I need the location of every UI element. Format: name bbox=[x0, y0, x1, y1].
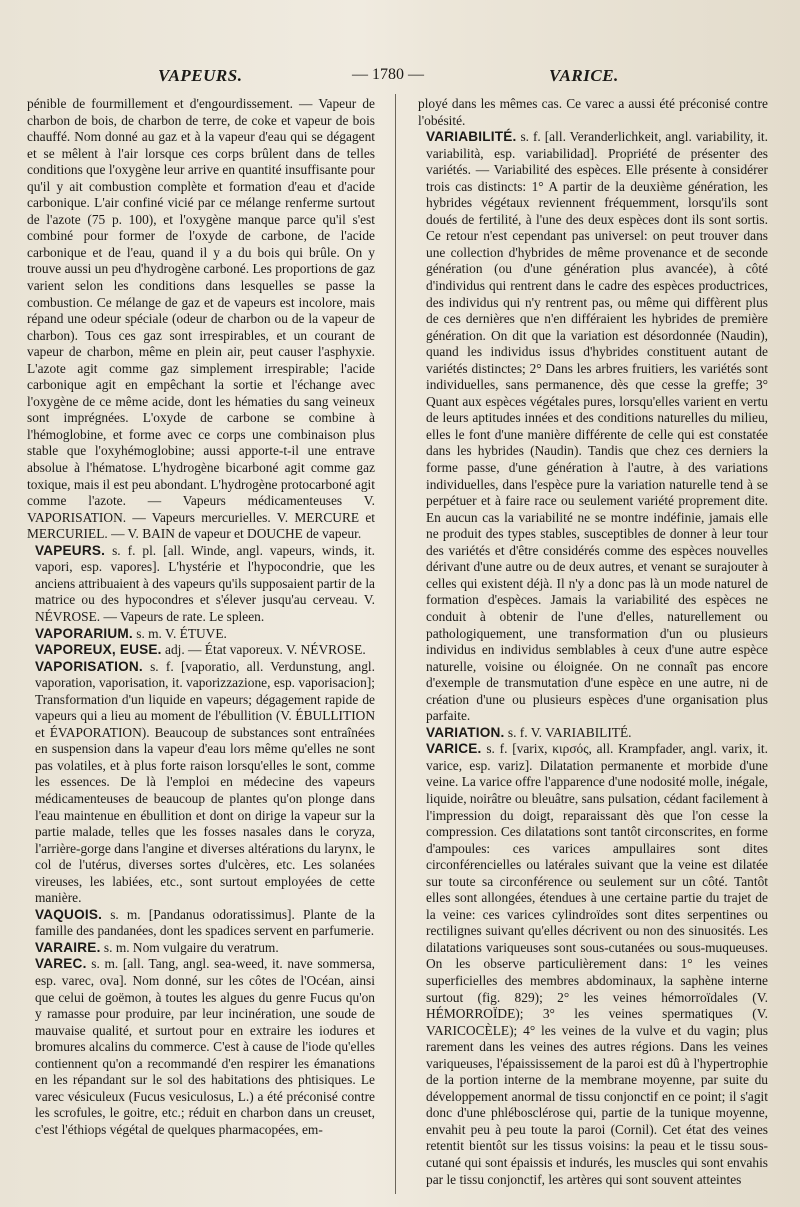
column-divider bbox=[395, 94, 396, 1194]
entry-variation: VARIATION. s. f. V. VARIABILITÉ. bbox=[426, 724, 632, 740]
headword: VAPORARIUM. bbox=[35, 625, 133, 641]
headword: VAREC. bbox=[35, 956, 87, 972]
headword: VAPOREUX, EUSE. bbox=[35, 642, 162, 658]
entry-varec: VAREC. s. m. [all. Tang, angl. sea-weed, it. nave sommersa, esp. varec, ova]. Nom donné, sur les côtes de l'Océan, ainsi que celui de goëmon, à toutes les algues du genre Fucus qu'on y ramasse pour produire, par leur incinération, une soude de mauvaise qualité, et surtout pour en extraire les iodures et bromures alcalins du commerce. C'est à cause de l'iode qu'elles contiennent qu'on a recommandé d'en respirer les émanations en les répandant sur le sol des habitations des phtisiques. Le varec vésiculeux (Fucus vesiculosus, L.) a été préconisé contre les scrofules, le goitre, etc.; réduit en charbon dans un creuset, c'est l'éthiops végétal de quelques pharmacopées, em- bbox=[35, 956, 375, 1137]
entry-varice: VARICE. s. f. [varix, κιρσός, all. Krampfader, angl. varix, it. varice, esp. variz]. Dilatation permanente et morbide d'une veine. La varice offre l'apparence d'une nodosité molle, inégale, liquide, noirâtre ou bleuâtre, sans pulsation, cédant facilement à l'impression du doigt, reparaissant dès que l'on cesse la compression. Ces dilatations sont tantôt circonscrites, en forme d'ampoules: ces varices ampullaires sont dites circonférencielles ou latérales suivant que la veine est dilatée sur toute sa circonférence ou seulement sur un côté. Tantôt elles sont allongées, étendues à une certaine partie du trajet de la veine: ces varices cylindroïdes sont dites serpentines ou rectilignes suivant qu'elles décrivent ou non des sinuosités. Les dilatations variqueuses sont sous-cutanées ou sous-muqueuses. On les observe particulièrement dans: 1° les veines superficielles des membres abdominaux, la saphène interne surtout (fig. 829); 2° les veines hémorroïdales (V. HÉMORROÏDE); 3° les veines spermatiques (V. VARICOCÈLE); 4° les veines de la vulve et du vagin; plus rarement dans les veines des autres régions. Dans les veines variqueuses, l'épaississement de la paroi est dû à l'hypertrophie de la portion interne de la membrane moyenne, par suite du développement anormal de tissu conjonctif en ce point; il s'agit donc d'une phlébosclérose qui, partie de la tunique moyenne, envahit peu à peu toute la paroi (Cornil). Cet état des veines retentit bientôt sur les tissus voisins: la peau et le tissu sous-cutané qui sont épaissis et indurés, les muscles qui sont envahis par le tissu conjonctif, les artères qui sont souvent atteintes bbox=[426, 741, 768, 1187]
headword: VAQUOIS. bbox=[35, 906, 103, 922]
headword: VARICE. bbox=[426, 741, 482, 757]
header-left-word: VAPEURS. bbox=[158, 66, 243, 85]
entry-vapeurs: VAPEURS. s. f. pl. [all. Winde, angl. vapeurs, winds, it. vapori, esp. vapores]. L'hystérie et l'hypocondrie, que les anciens attribuaient à des vapeurs qu'ils supposaient partir de la matrice ou des hypocondres et s'élever jusqu'au cerveau. V. NÉVROSE. — Vapeurs de rate. Le spleen. bbox=[35, 542, 375, 624]
entry-vaquois: VAQUOIS. s. m. [Pandanus odoratissimus]. Plante de la famille des pandanées, dont les spadices servent en parfumerie. bbox=[35, 906, 375, 939]
entry-vaporarium: VAPORARIUM. s. m. V. ÉTUVE. bbox=[35, 625, 227, 641]
page-number: — 1780 — bbox=[352, 66, 424, 83]
headword: VAPEURS. bbox=[35, 542, 106, 558]
entry-vaporisation: VAPORISATION. s. f. [vaporatio, all. Verdunstung, angl. vaporation, vaporisation, it. vaporizzazione, esp. vaporisacion]; Transformation d'un liquide en vapeurs; dégagement rapide de vapeurs qui a lieu au moment de l'ébullition (V. ÉBULLITION et ÉVAPORATION). Beaucoup de substances sont entraînées en suspension dans la vapeur d'eau lors même qu'elles ne sont pas volatiles, et à plus forte raison lorsqu'elles le sont, comme les essences. De là l'emploi en médecine des vapeurs médicamenteuses de beaucoup de plantes qu'on plonge dans l'eau maintenue en ébullition et dont on dirige la vapeur sur la partie malade, telles que les fosses nasales dans le coryza, l'arrière-gorge dans l'angine et diverses altérations du larynx, le col de l'utérus, diverses sortes d'ulcères, etc. Les solanées vireuses, les labiées, etc., sont surtout employées de cette manière. bbox=[35, 658, 375, 906]
right-column bbox=[418, 96, 768, 1196]
entry-varaire: VARAIRE. s. m. Nom vulgaire du veratrum. bbox=[35, 939, 279, 955]
running-header bbox=[0, 62, 800, 92]
headword: VAPORISATION. bbox=[35, 658, 143, 674]
headword: VARIABILITÉ. bbox=[426, 129, 517, 145]
headword: VARIATION. bbox=[426, 724, 505, 740]
entry-variabilite: VARIABILITÉ. s. f. [all. Veranderlichkeit, angl. variability, it. variabilità, esp. variabilidad]. Propriété de présenter des variétés. — Variabilité des espèces. Elle présente à considérer trois cas distincts: 1° A partir de la deuxième génération, les hybrides végétaux reviennent fréquemment, lorsqu'ils sont doués de fertilité, à l'une des deux espèces dont ils sont sortis. Ce retour n'est cependant pas universel: on peut trouver dans une collection d'hybrides de même provenance et de seconde génération (ou d'une génération plus avancée), à côté d'individus qui rentrent dans le cadre des espèces productrices, des individus qui n'y rentrent pas, ou même qui diffèrent plus de ces dernières que n'en différaient les hybrides de première génération. On dit que la variation est désordonnée (Naudin), quand les individus issus d'hybrides constituent autant de variétés distinctes; 2° Dans les arbres fruitiers, les variétés sont individuelles, sans permanence, dès que cesse la greffe; 3° Quant aux espèces végétales pures, lorsqu'elles varient en vertu de leurs aptitudes innées et des conditions naturelles du milieu, elles le font d'une manière différente de celle qui est constatée dans les hybrides (Naudin). Tandis que chez ces derniers la forme passe, d'une génération à l'autre, à des variations individuelles, dans l'espèce pure la variation naturelle tend à se perpétuer et à faire race ou seulement variété proprement dite. En aucun cas la variabilité ne se montre indéfinie, jamais elle ne produit des types stables, susceptibles de donner à leur tour des variétés et d'être considérés comme des espèces nouvelles dérivant d'une autre ou de deux autres, et venant se surajouter à celles qui existent déjà. Il n'y a donc pas là un mode naturel de formation d'espèces. Jamais la variabilité des espèces ne conduit à obtenir de l'une d'elles, naturellement ou pathologiquement, une transformation d'un ou plusieurs individus en individus semblables à ceux d'une autre espèce naturelle, voisine ou éloignée. On ne connaît pas encore d'exemple de transmutation d'une espèce en une autre, ni de création d'une ou plusieurs espèces d'une organisation plus parfaite. bbox=[426, 129, 768, 724]
entry-varec-continued: ployé dans les mêmes cas. Ce varec a aussi été préconisé contre l'obésité. bbox=[418, 96, 768, 128]
entry-vaporeux: VAPOREUX, EUSE. adj. — État vaporeux. V. NÉVROSE. bbox=[35, 642, 366, 658]
header-right-word: VARICE. bbox=[549, 66, 619, 85]
headword: VARAIRE. bbox=[35, 939, 101, 955]
entry-vapeur-continued: pénible de fourmillement et d'engourdissement. — Vapeur de charbon de bois, de charbon de terre, de coke et vapeur de bois chauffé. Nom donné au gaz et à la vapeur d'eau qui se dégagent et se mêlent à l'air lorsque ces corps brûlent dans de telles conditions que l'oxygène leur arrive en quantité insuffisante pour qu'il y ait combustion complète et formation d'eau et d'acide carbonique. L'air confiné vicié par ce mélange renferme surtout de l'azote (75 p. 100), et l'oxygène manque parce qu'il s'est combiné pour former de l'oxyde de carbone, de l'acide carbonique et de l'eau, quand il y a du bois qui brûle. On y trouve aussi un peu d'hydrogène carboné. Les proportions de gaz varient selon les conditions dans lesquelles se passe la combustion. Ce mélange de gaz et de vapeurs est incolore, mais répand une odeur spéciale (odeur de charbon ou de la vapeur de charbon). Tous ces gaz sont irrespirables, et un courant de vapeur de charbon, même en plein air, peut causer l'asphyxie. L'azote agit comme gaz simplement irrespirable; l'acide carbonique agit en empêchant la sortie et l'échange avec l'oxygène de ce même acide, dont les hématies du sang veineux sont imprégnées. L'oxyde de carbone se combine à l'hémoglobine, et forme avec ce corps une combinaison plus stable que l'oxyhémoglobine; aussi apporte-t-il une entrave absolue à l'hématose. L'hydrogène bicarboné agit comme gaz toxique, mais il est peu abondant. L'hydrogène protocarboné agit comme l'azote. — Vapeurs médicamenteuses V. VAPORISATION. — Vapeurs mercurielles. V. MERCURE et MERCURIEL. — V. BAIN de vapeur et DOUCHE de vapeur. bbox=[27, 96, 375, 542]
left-column bbox=[27, 96, 375, 1196]
